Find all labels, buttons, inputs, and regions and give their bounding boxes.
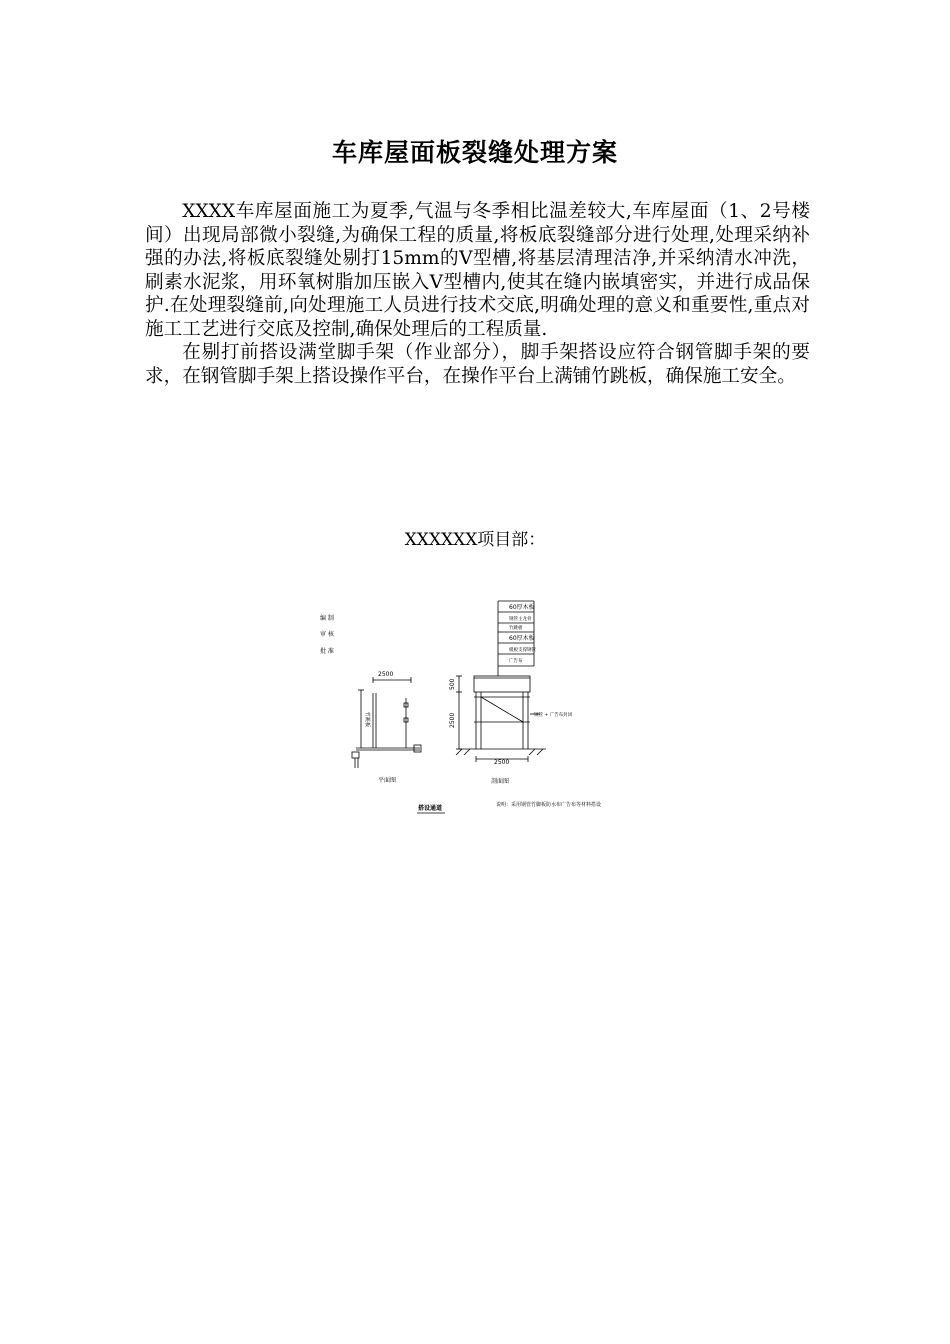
section-note: 钢管 + 广告布封闭: [534, 713, 573, 718]
plan-view: [352, 677, 421, 768]
drawing-title: 搭设通道: [418, 805, 443, 812]
scaffold-drawing-svg: [310, 598, 640, 820]
section-width-label: 2500: [494, 759, 510, 766]
paragraph-1: XXXX车库屋面施工为夏季,气温与冬季相比温差较大,车库屋面（1、2号楼间）出现局部微小裂缝,为确保工程的质量,将板底裂缝部分进行处理,处理采纳补强的办法,将板底裂缝处剔打15mm的V型槽,将基层清理洁净,并采纳清水冲洗，刷素水泥浆，用环氧树脂加压嵌入V型槽内,使其在缝内嵌填密实，并进行成品保护.在处理裂缝前,向处理施工人员进行技术交底,明确处理的意义和重要性,重点对施工工艺进行交底及控制,确保处理后的工程质量.: [145, 201, 810, 340]
layer-label-1: 60厚木板: [509, 604, 535, 611]
plan-side-label: 竹跳板: [364, 712, 370, 728]
body-text: [145, 200, 810, 388]
drawing-note: 说明：采用钢管竹脚板防水布广告布等材料搭设: [496, 802, 602, 808]
scaffold-drawing: [310, 598, 640, 820]
layer-label-3: 竹跳板: [509, 626, 523, 631]
section-caption: 剖面图: [491, 778, 510, 785]
layer-label-4: 60厚木板: [509, 635, 535, 642]
page-title: 车库屋面板裂缝处理方案: [331, 138, 618, 167]
layer-label-6: 广告布: [509, 659, 523, 664]
signoff: XXXXXX项目部：: [404, 530, 546, 550]
plan-width-label: 2500: [378, 671, 394, 678]
layer-label-5: 模板支撑钢管: [509, 648, 536, 653]
section-height-top-label: 500: [449, 678, 456, 690]
layer-label-2: 钢管主龙骨: [509, 617, 532, 622]
paragraph-2: 在剔打前搭设满堂脚手架（作业部分），脚手架搭设应符合钢管脚手架的要求，在钢管脚手架上搭设操作平台，在操作平台上满铺竹跳板，确保施工安全。: [145, 342, 810, 387]
sig-label-2: 审 核: [320, 631, 334, 638]
sig-label-3: 批 准: [320, 648, 334, 655]
section-height-main-label: 2500: [449, 712, 456, 728]
sig-label-1: 编 制: [320, 615, 334, 622]
section-view: [456, 676, 546, 762]
plan-caption: 平面图: [378, 777, 397, 784]
